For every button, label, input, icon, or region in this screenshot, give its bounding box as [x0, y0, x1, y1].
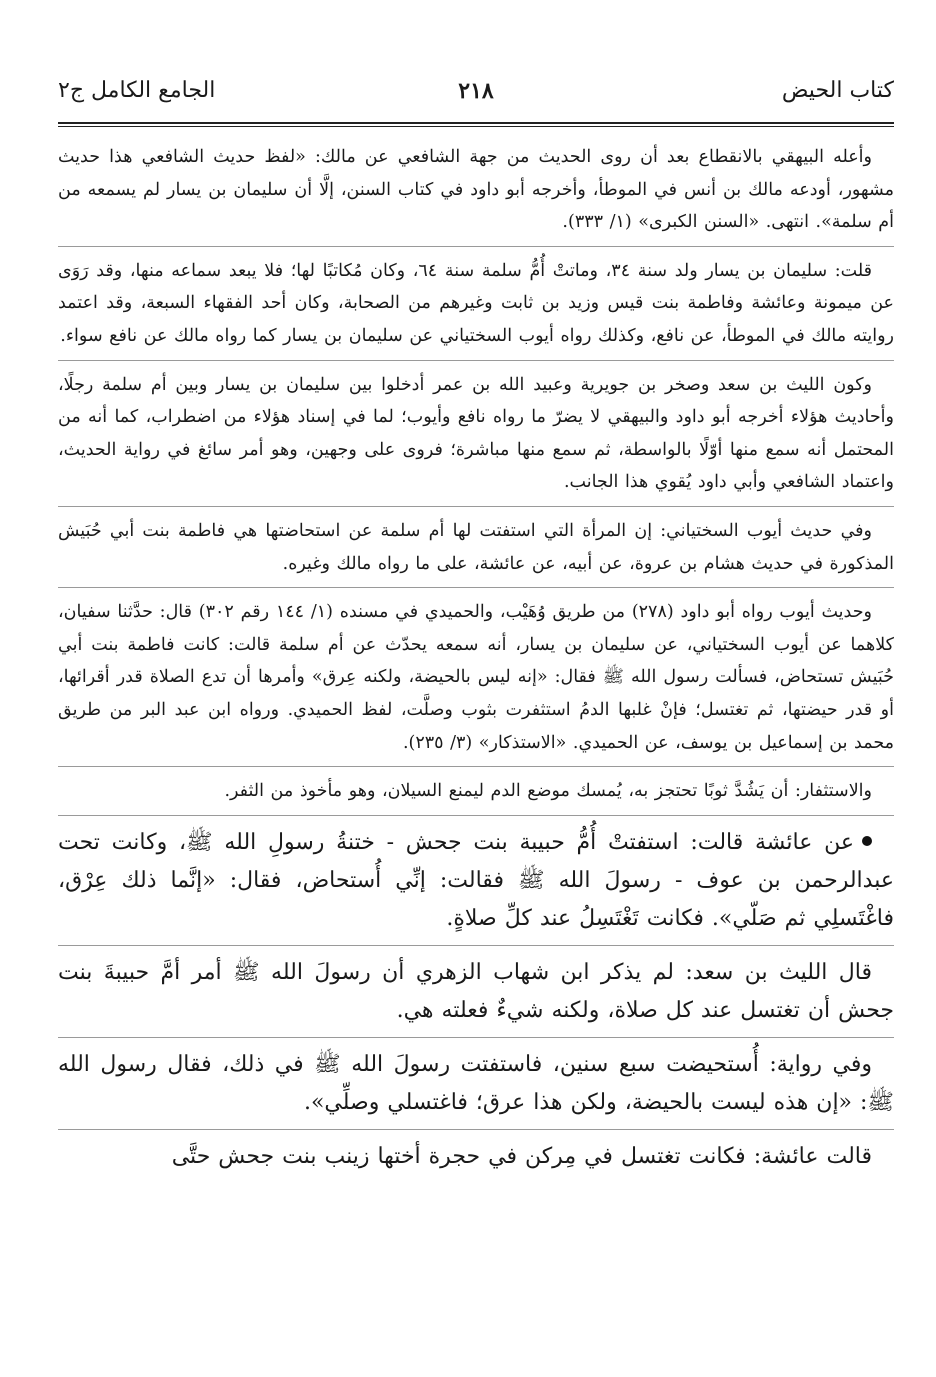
header-rule [58, 122, 894, 127]
paragraph-divider [58, 1129, 894, 1130]
hadith-paragraph [58, 824, 894, 938]
paragraph-divider [58, 766, 894, 767]
commentary-paragraph: وفي حديث أيوب السختياني: إن المرأة التي استفتت لها أم سلمة عن استحاضتها هي فاطمة بنت أبي حُبَيش المذكورة في حديث هشام بن عروة، عن أبيه، عن عائشة، على ما رواه مالك وغيره. [58, 520, 894, 574]
paragraph-divider [58, 506, 894, 507]
book-title: الجامع الكامل ج٢ [58, 78, 216, 103]
commentary-paragraph: قلت: سليمان بن يسار ولد سنة ٣٤، وماتتْ أُمُّ سلمة سنة ٦٤، وكان مُكاتبًا لها؛ فلا يبعد سماعه منها، وقد رَوَى عن ميمونة وعائشة وفاطمة بنت قيس وزيد بن ثابت وغيرهم من الصحابة، وكان أحد الفقهاء السبعة، وقد اعتمد روايته مالك في الموطأ، عن نافع، وكذلك رواه أيوب السختياني عن سليمان بن يسار كما رواه مالك عن نافع سواء. [58, 260, 894, 346]
hadith-paragraph: قال الليث بن سعد: لم يذكر ابن شهاب الزهري أن رسولَ الله ﷺ أمر أمَّ حبيبةَ بنت جحش أن تغتسل عند كل صلاة، ولكنه شيءٌ فعلته هي. [58, 959, 894, 1023]
paragraph-divider [58, 1037, 894, 1038]
page [58, 68, 894, 1176]
bullet-icon [862, 836, 872, 846]
page-body [58, 141, 894, 1176]
paragraph-divider [58, 945, 894, 946]
commentary-paragraph: وأعله البيهقي بالانقطاع بعد أن روى الحديث من جهة الشافعي عن مالك: «لفظ حديث الشافعي هذا حديث مشهور، أودعه مالك بن أنس في الموطأ، وأخرجه أبو داود في كتاب السنن، إلَّا أن سليمان بن يسار لم يسمعه من أم سلمة». انتهى. «السنن الكبرى» (١/ ٣٣٣). [58, 147, 894, 233]
page-number: ٢١٨ [458, 78, 494, 104]
paragraph-divider [58, 587, 894, 588]
paragraph-divider [58, 246, 894, 247]
chapter-title: كتاب الحيض [781, 78, 894, 103]
running-header [58, 68, 894, 112]
paragraph-divider [58, 360, 894, 361]
commentary-paragraph: والاستثفار: أن يَشُدَّ ثوبًا تحتجز به، يُمسك موضع الدم ليمنع السيلان، وهو مأخوذ من الثفر. [224, 781, 872, 802]
hadith-paragraph: قالت عائشة: فكانت تغتسل في مِركن في حجرة أختها زينب بنت جحش حتَّى [171, 1143, 872, 1169]
hadith-paragraph: وفي رواية: أُستحيضت سبع سنين، فاستفتت رسولَ الله ﷺ في ذلك، فقال رسول الله ﷺ: «إن هذه ليست بالحيضة، ولكن هذا عرق؛ فاغتسلي وصلِّي». [58, 1051, 894, 1115]
paragraph-divider [58, 815, 894, 816]
hadith-text: عن عائشة قالت: استفتتْ أُمُّ حبيبة بنت جحش - ختنةُ رسولِ الله ﷺ، وكانت تحت عبدالرحمن بن عوف - رسولَ الله ﷺ فقالت: إنِّي أُستحاض، فقال: «إنَّما ذلك عِرْق، فاغْتَسلِي ثم صَلّي». فكانت تَغْتَسِلُ عند كلِّ صلاةٍ. [58, 829, 894, 931]
commentary-paragraph: وكون الليث بن سعد وصخر بن جويرية وعبيد الله بن عمر أدخلوا بين سليمان بن يسار وبين أم سلمة رجلًا، وأحاديث هؤلاء أخرجه أبو داود والبيهقي لا يضرّ ما رواه نافع وأيوب؛ لما في إسناد هؤلاء من اضطراب، كما أنه من المحتمل أنه سمع منها أوّلًا بالواسطة، ثم سمع منها مباشرة؛ فروى على وجهين، وهو أمر سائغ في رواية الحديث، واعتماد الشافعي وأبي داود يُقوي هذا الجانب. [58, 374, 894, 493]
commentary-paragraph: وحديث أيوب رواه أبو داود (٢٧٨) من طريق وُهَيْب، والحميدي في مسنده (١/ ١٤٤ رقم ٣٠٢) قال: حدَّثنا سفيان، كلاهما عن أيوب السختياني، عن سليمان بن يسار، أنه سمعه يحدّث عن أم سلمة قالت: كانت فاطمة بنت أبي حُبَيش تستحاض، فسألت رسول الله ﷺ فقال: «إنه ليس بالحيضة، ولكنه عِرق» وأمرها أن تدع الصلاة قدر أقرائها، أو قدر حيضتها، ثم تغتسل؛ فإنْ غلبها الدمُ استثفرت بثوب وصلَّت، لفظ الحميدي. ورواه ابن عبد البر من طريق محمد بن إسماعيل بن يوسف، عن الحميدي. «الاستذكار» (٣/ ٢٣٥). [58, 602, 894, 753]
